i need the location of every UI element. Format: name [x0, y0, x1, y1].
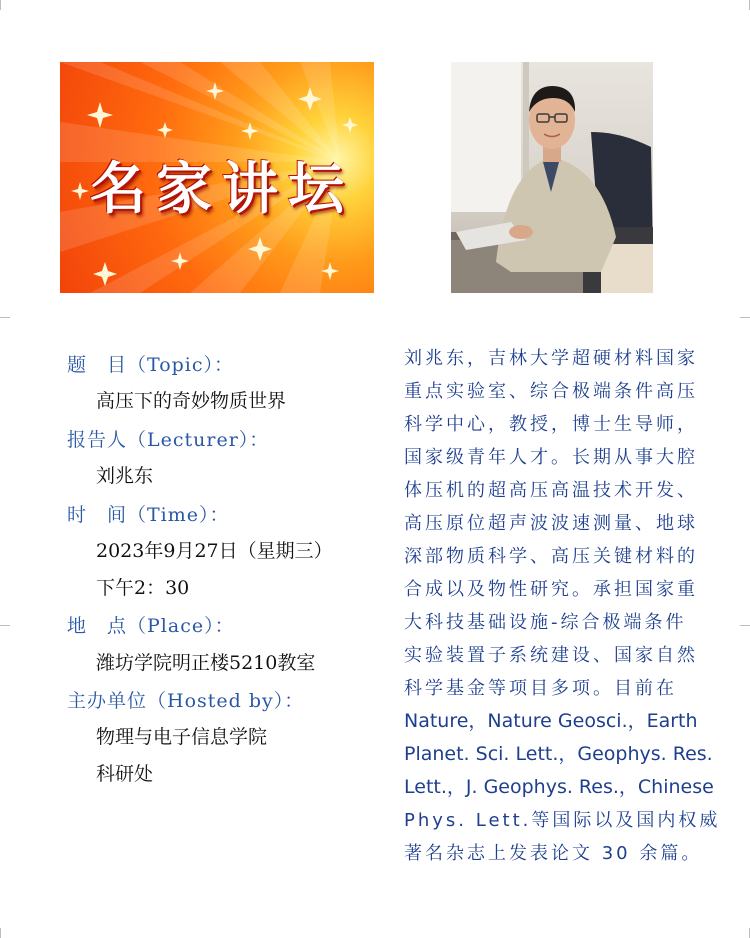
lecturer-label: 报告人（Lecturer）： — [67, 429, 270, 451]
topic-value: 高压下的奇妙物质世界 — [96, 390, 287, 412]
topic-label: 题 目（Topic）： — [67, 354, 235, 376]
host-label: 主办单位（Hosted by）： — [67, 690, 305, 712]
bio-line: 合成以及物性研究。承担国家重 — [404, 579, 698, 600]
lecture-banner — [60, 62, 374, 293]
speaker-photo — [451, 62, 653, 293]
bio-line: 科学中心，教授，博士生导师， — [404, 414, 698, 435]
crop-mark — [740, 625, 750, 626]
bio-line: 深部物质科学、高压关键材料的 — [404, 546, 698, 567]
bio-line: 实验装置子系统建设、国家自然 — [404, 645, 698, 666]
bio-line: Nature，Nature Geosci.，Earth — [404, 710, 698, 732]
host-value-1: 物理与电子信息学院 — [96, 726, 268, 748]
bio-line: Planet. Sci. Lett.，Geophys. Res. — [404, 743, 713, 765]
bio-line: 国家级青年人才。长期从事大腔 — [404, 447, 698, 468]
crop-mark — [0, 928, 1, 938]
place-label: 地 点（Place）： — [67, 615, 235, 637]
bio-line: 高压原位超声波波速测量、地球 — [404, 513, 698, 534]
bio-line: Phys. Lett.等国际以及国内权威 — [404, 810, 721, 831]
time-label: 时 间（Time）： — [67, 504, 230, 526]
place-value: 潍坊学院明正楼5210教室 — [96, 652, 316, 674]
time-date: 2023年9月27日（星期三） — [96, 540, 333, 562]
crop-mark — [740, 317, 750, 318]
speaker-portrait-icon — [451, 62, 653, 293]
bio-line: 体压机的超高压高温技术开发、 — [404, 480, 698, 501]
bio-line: Lett.，J. Geophys. Res.，Chinese — [404, 776, 714, 798]
bio-line: 著名杂志上发表论文 30 余篇。 — [404, 843, 703, 864]
crop-mark — [0, 0, 1, 10]
bio-line: 重点实验室、综合极端条件高压 — [404, 381, 698, 402]
speaker-bio — [404, 342, 721, 870]
host-value-2: 科研处 — [96, 763, 154, 785]
bio-line: 刘兆东，吉林大学超硬材料国家 — [404, 348, 698, 369]
crop-mark — [0, 317, 10, 318]
bio-line: 大科技基础设施-综合极端条件 — [404, 612, 687, 633]
banner-title: 名家讲坛 — [90, 156, 354, 222]
lecturer-value: 刘兆东 — [96, 465, 154, 487]
bio-line: 科学基金等项目多项。目前在 — [404, 678, 677, 699]
crop-mark — [0, 625, 10, 626]
time-hour: 下午2：30 — [96, 577, 190, 599]
